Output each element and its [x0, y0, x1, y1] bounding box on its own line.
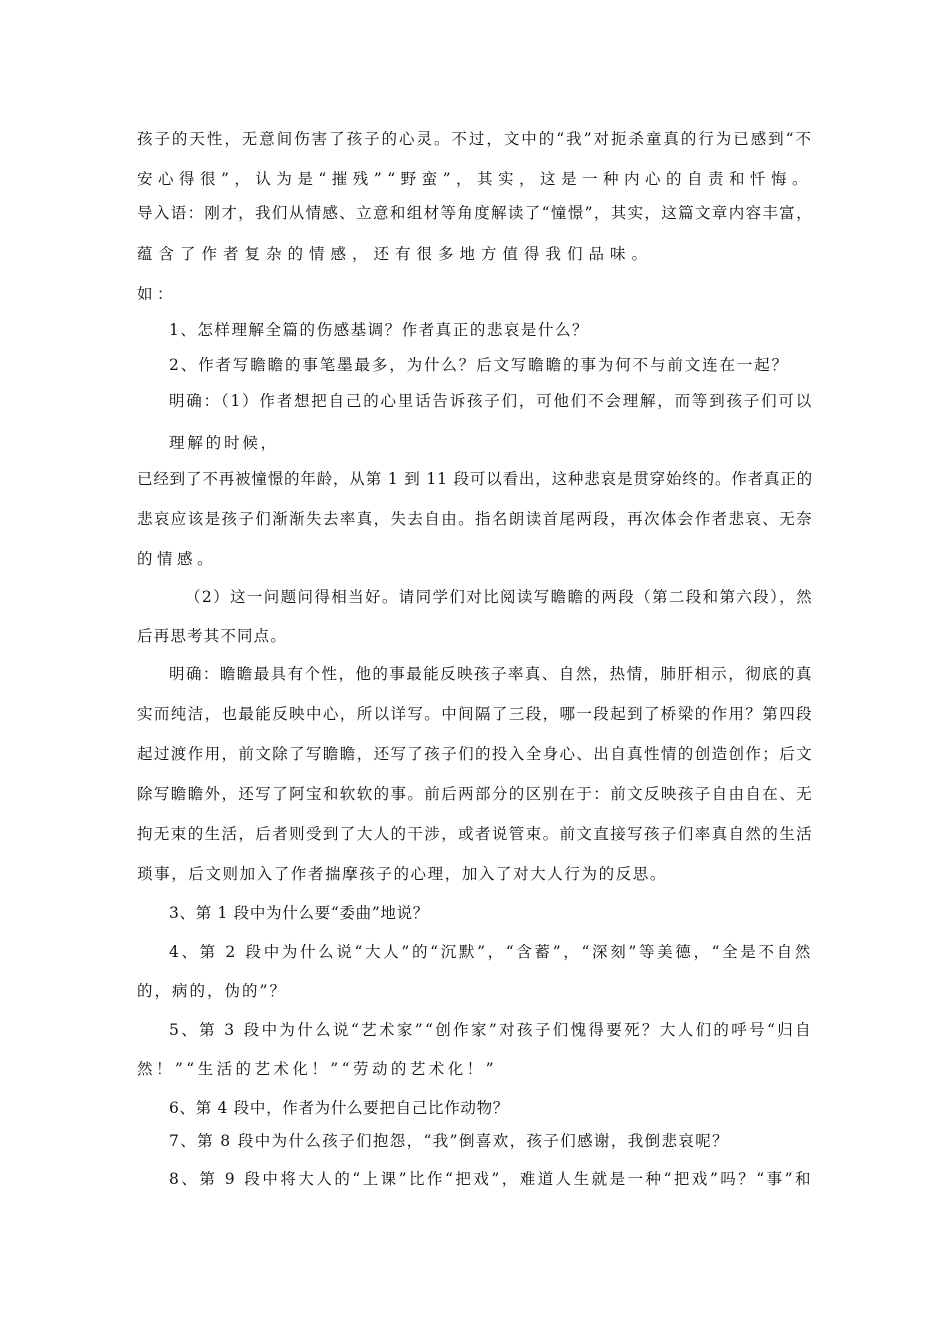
text-line: 明确：瞻瞻最具有个性，他的事最能反映孩子率真、自然，热情，肺肝相示，彻底的真	[169, 665, 813, 683]
text-line: 的情感。	[137, 550, 217, 568]
text-line: 后再思考其不同点。	[137, 627, 287, 645]
text-line: 琐事，后文则加入了作者揣摩孩子的心理，加入了对大人行为的反思。	[137, 865, 667, 883]
text-line: 除写瞻瞻外，还写了阿宝和软软的事。前后两部分的区别在于：前文反映孩子自由自在、无	[137, 785, 813, 803]
list-item: 2、作者写瞻瞻的事笔墨最多，为什么？后文写瞻瞻的事为何不与前文连在一起？	[169, 356, 789, 374]
list-item: 7、第 8 段中为什么孩子们抱怨，“我”倒喜欢，孩子们感谢，我倒悲哀呢？	[169, 1132, 729, 1150]
text-line: 的，病的，伪的”？	[137, 982, 287, 1000]
text-line: 起过渡作用，前文除了写瞻瞻，还写了孩子们的投入全身心、出自真性情的创造创作；后文	[137, 745, 813, 763]
text-line: 然！”“生活的艺术化！”“劳动的艺术化！”	[137, 1060, 497, 1078]
text-line: 悲哀应该是孩子们渐渐失去率真，失去自由。指名朗读首尾两段，再次体会作者悲哀、无奈	[137, 510, 813, 528]
text-line: 理解的时候，	[169, 434, 279, 452]
text-line: 实而纯洁，也最能反映中心，所以详写。中间隔了三段，哪一段起到了桥梁的作用？第四段	[137, 705, 813, 723]
text-line: 安心得很”，认为是“摧残”“野蛮”，其实，这是一种内心的自责和忏悔。	[137, 170, 813, 188]
text-line: 如：	[137, 285, 177, 303]
list-item: 6、第 4 段中，作者为什么要把自己比作动物？	[169, 1099, 509, 1117]
text-line: 明确：（1）作者想把自己的心里话告诉孩子们，可他们不会理解，而等到孩子们可以	[169, 392, 813, 410]
list-item: 5、第 3 段中为什么说“艺术家”“创作家”对孩子们愧得要死？大人们的呼号“归自	[169, 1021, 813, 1039]
text-line: 蕴含了作者复杂的情感，还有很多地方值得我们品味。	[137, 245, 654, 263]
list-item: 1、怎样理解全篇的伤感基调？作者真正的悲哀是什么？	[169, 321, 589, 339]
text-line: （2）这一问题问得相当好。请同学们对比阅读写瞻瞻的两段（第二段和第六段），然	[185, 588, 813, 606]
text-line: 已经到了不再被憧憬的年龄，从第 1 到 11 段可以看出，这种悲哀是贯穿始终的。作者真正的	[137, 470, 813, 488]
list-item: 4、第 2 段中为什么说“大人”的“沉默”，“含蓄”，“深刻”等美德，“全是不自然	[169, 943, 813, 961]
text-line: 导入语：刚才，我们从情感、立意和组材等角度解读了“憧憬”，其实，这篇文章内容丰富，	[137, 204, 813, 222]
text-line: 孩子的天性，无意间伤害了孩子的心灵。不过，文中的“我”对扼杀童真的行为已感到“不	[137, 130, 813, 148]
list-item: 8、第 9 段中将大人的“上课”比作“把戏”，难道人生就是一种“把戏”吗？“事”和	[169, 1170, 813, 1188]
text-line: 拘无束的生活，后者则受到了大人的干涉，或者说管束。前文直接写孩子们率真自然的生活	[137, 825, 813, 843]
list-item: 3、第 1 段中为什么要“委曲”地说？	[169, 904, 429, 922]
